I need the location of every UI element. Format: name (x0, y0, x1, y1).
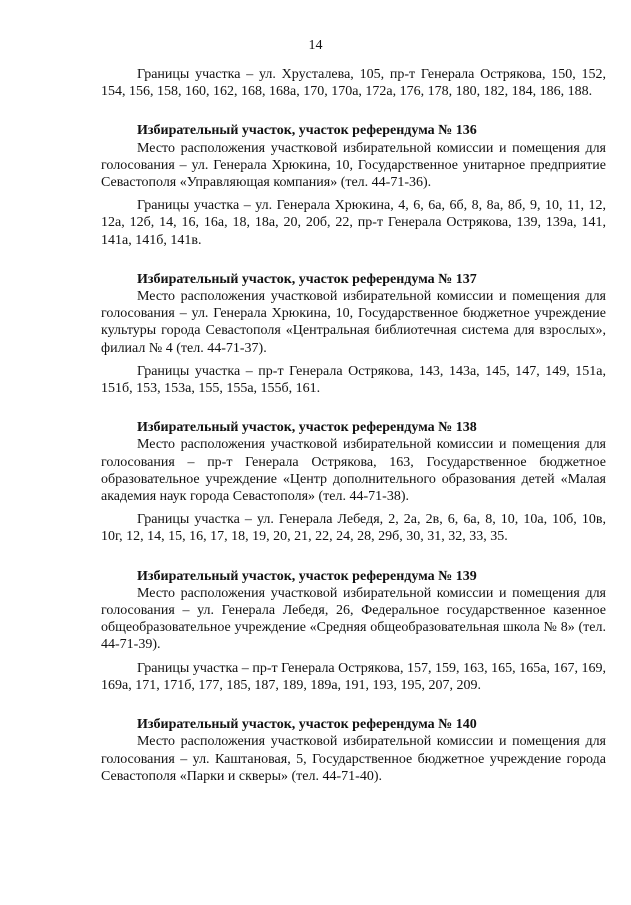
section-heading: Избирательный участок, участок референдума № 140 (137, 717, 477, 733)
page-number: 14 (308, 38, 323, 53)
section-boundaries: Границы участка – пр-т Генерала Острякова, 143, 143а, 145, 147, 149, 151а, 151б, 153, 153а, 155, 155а, 155б, 161. (101, 363, 606, 397)
section-location: Место расположения участковой избирательной комиссии и помещения для голосования – ул. Генерала Лебедя, 26, Федеральное государственное казенное общеобразовательное учреждение «Средняя общеобразовательная школа № 8» (тел. 44-71-39). (101, 585, 606, 653)
intro-boundaries: Границы участка – ул. Хрусталева, 105, пр-т Генерала Острякова, 150, 152, 154, 156, 158, 160, 162, 168, 168а, 170, 170а, 172а, 176, 178, 180, 182, 184, 186, 188. (101, 67, 606, 100)
section-location: Место расположения участковой избирательной комиссии и помещения для голосования – ул. Генерала Хрюкина, 10, Государственное унитарное предприятие Севастополя «Управляющая компания» (тел. 44-71-36). (101, 140, 606, 191)
polling-section-138 (101, 419, 606, 545)
section-boundaries: Границы участка – пр-т Генерала Острякова, 157, 159, 163, 165, 165а, 167, 169, 169а, 171, 171б, 177, 185, 187, 189, 189а, 191, 193, 195, 207, 209. (101, 660, 606, 693)
section-location: Место расположения участковой избирательной комиссии и помещения для голосования – ул. Каштановая, 5, Государственное бюджетное учреждение города Севастополя «Парки и скверы» (тел. 44-71-40). (101, 734, 606, 784)
polling-section-139 (101, 568, 606, 694)
polling-section-136 (101, 122, 606, 248)
section-heading: Избирательный участок, участок референдума № 138 (137, 420, 477, 436)
polling-section-140 (101, 716, 606, 785)
document-body (101, 66, 606, 785)
section-heading: Избирательный участок, участок референдума № 137 (137, 271, 477, 287)
section-heading: Избирательный участок, участок референдума № 136 (137, 123, 477, 139)
polling-section-137 (101, 271, 606, 397)
section-boundaries: Границы участка – ул. Генерала Лебедя, 2, 2а, 2в, 6, 6а, 8, 10, 10а, 10б, 10в, 10г, 12, 14, 15, 16, 17, 18, 19, 20, 21, 22, 24, 28, 29б, 30, 31, 32, 33, 35. (101, 512, 606, 545)
section-location: Место расположения участковой избирательной комиссии и помещения для голосования – ул. Генерала Хрюкина, 10, Государственное бюджетное учреждение культуры города Севастополя «Центральная библиотечная система для взрослых», филиал № 4 (тел. 44-71-37). (101, 289, 606, 356)
section-heading: Избирательный участок, участок референдума № 139 (137, 568, 477, 584)
section-boundaries: Границы участка – ул. Генерала Хрюкина, 4, 6, 6а, 6б, 8, 8а, 8б, 9, 10, 11, 12, 12а, 12б, 14, 16, 16а, 18, 18а, 20, 20б, 22, пр-т Генерала Острякова, 139, 139а, 141, 141а, 141б, 141в. (101, 198, 606, 248)
section-location: Место расположения участковой избирательной комиссии и помещения для голосования – пр-т Генерала Острякова, 163, Государственное бюджетное образовательное учреждение «Центр дополнительного образования детей «Малая академия наук города Севастополя» (тел. 44-71-38). (101, 437, 606, 505)
